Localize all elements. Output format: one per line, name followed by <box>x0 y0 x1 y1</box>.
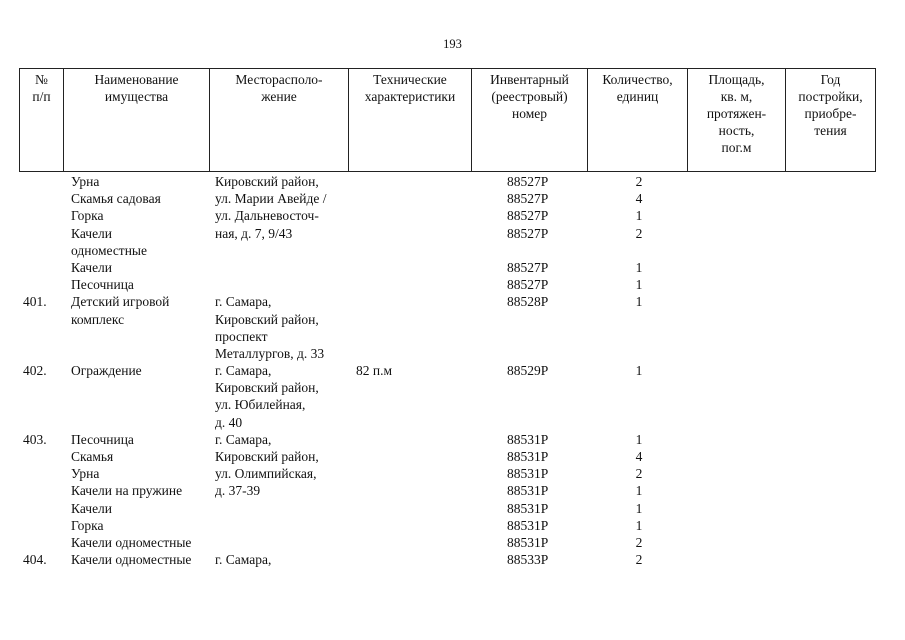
location: Кировский район, <box>215 449 319 464</box>
location: проспект <box>215 328 268 344</box>
table-row <box>19 173 875 190</box>
quantity: 1 <box>635 431 643 447</box>
table-row <box>19 225 875 242</box>
header-location <box>210 69 349 172</box>
location: г. Самара, <box>215 294 272 310</box>
item-name: Качели <box>71 225 113 241</box>
table-row <box>19 396 875 413</box>
header-tech-text: Технические характеристики <box>364 72 456 104</box>
inventory-number: 88531Р <box>507 483 549 499</box>
row-number: 403. <box>23 431 47 447</box>
header-num <box>20 69 64 172</box>
table-row <box>19 482 875 499</box>
inventory-number: 88528Р <box>507 294 549 310</box>
quantity: 1 <box>635 517 643 533</box>
inventory-number: 88527Р <box>507 174 549 189</box>
table-row <box>19 500 875 517</box>
inventory-number: 88527Р <box>507 277 549 293</box>
location: г. Самара, <box>215 431 272 447</box>
item-name: Качели на пружине <box>71 483 183 499</box>
location: ул. Марии Авейде / <box>215 191 327 207</box>
header-row <box>20 69 876 172</box>
item-name: одноместные <box>71 242 147 258</box>
inventory-number: 88531Р <box>507 500 549 516</box>
table-row <box>19 534 875 551</box>
tech-spec: 82 п.м <box>356 363 393 379</box>
table-header <box>19 68 876 172</box>
inventory-number: 88527Р <box>507 225 549 241</box>
inventory-number: 88527Р <box>507 208 549 224</box>
quantity: 2 <box>635 225 643 241</box>
header-year-text: Год постройки, приобре- тения <box>798 72 863 138</box>
row-number: 404. <box>23 552 47 568</box>
table-body <box>19 173 875 568</box>
table-row <box>19 431 875 448</box>
quantity: 1 <box>635 277 643 293</box>
header-quantity-text: Количество, единиц <box>602 72 673 104</box>
item-name: Горка <box>71 517 104 533</box>
location: г. Самара, <box>215 552 272 568</box>
table-row <box>19 293 875 310</box>
table-row <box>19 328 875 345</box>
header-area-text: Площадь, кв. м, протяжен- ность, пог.м <box>706 72 767 155</box>
item-name: Горка <box>71 208 104 224</box>
inventory-number: 88531Р <box>507 517 549 533</box>
quantity: 1 <box>635 500 643 516</box>
quantity: 2 <box>635 466 643 482</box>
table-row <box>19 276 875 293</box>
quantity: 1 <box>635 294 643 310</box>
table-row <box>19 242 875 259</box>
location: Кировский район, <box>215 174 319 189</box>
item-name: Качели одноместные <box>71 552 192 568</box>
header-area <box>688 69 786 172</box>
inventory-number: 88533Р <box>507 552 549 568</box>
location: ул. Дальневосточ- <box>215 208 319 224</box>
header-quantity <box>588 69 688 172</box>
header-name <box>64 69 210 172</box>
header-location-text: Месторасполо- жение <box>235 72 323 104</box>
location: ная, д. 7, 9/43 <box>215 225 293 241</box>
location: Кировский район, <box>215 380 319 396</box>
table-row <box>19 207 875 224</box>
item-name: Детский игровой <box>71 294 170 310</box>
location: Металлургов, д. 33 <box>215 345 325 361</box>
item-name: Урна <box>71 466 100 482</box>
row-number: 402. <box>23 363 47 379</box>
header-tech <box>349 69 472 172</box>
location: ул. Олимпийская, <box>215 466 317 482</box>
item-name: Урна <box>71 174 100 189</box>
header-inventory <box>472 69 588 172</box>
table-row <box>19 517 875 534</box>
item-name: комплекс <box>71 311 125 327</box>
header-year <box>786 69 876 172</box>
inventory-number: 88531Р <box>507 534 549 550</box>
location: Кировский район, <box>215 311 319 327</box>
item-name: Песочница <box>71 277 134 293</box>
quantity: 2 <box>635 174 643 189</box>
table-row <box>19 448 875 465</box>
quantity: 4 <box>635 191 643 207</box>
inventory-number: 88531Р <box>507 449 549 464</box>
item-name: Скамья садовая <box>71 191 161 207</box>
table-row <box>19 465 875 482</box>
quantity: 4 <box>635 449 643 464</box>
header-name-text: Наименование имущества <box>94 72 179 104</box>
quantity: 2 <box>635 534 643 550</box>
item-name: Песочница <box>71 431 134 447</box>
table-row <box>19 345 875 362</box>
table-row <box>19 190 875 207</box>
table-row <box>19 379 875 396</box>
location: д. 37-39 <box>215 483 261 499</box>
item-name: Скамья <box>71 449 114 464</box>
row-number: 401. <box>23 294 47 310</box>
quantity: 1 <box>635 259 643 275</box>
inventory-number: 88531Р <box>507 431 549 447</box>
location: г. Самара, <box>215 363 272 379</box>
page-number: 193 <box>443 37 462 51</box>
table-row <box>19 362 875 379</box>
inventory-number: 88527Р <box>507 191 549 207</box>
location: ул. Юбилейная, <box>215 397 306 413</box>
table-row <box>19 414 875 431</box>
item-name: Качели <box>71 500 113 516</box>
inventory-number: 88527Р <box>507 259 549 275</box>
item-name: Качели <box>71 259 113 275</box>
table-row <box>19 551 875 568</box>
quantity: 1 <box>635 363 643 379</box>
inventory-number: 88529Р <box>507 363 549 379</box>
item-name: Качели одноместные <box>71 534 192 550</box>
item-name: Ограждение <box>71 363 142 379</box>
header-inventory-text: Инвентарный (реестровый) номер <box>490 72 569 121</box>
quantity: 1 <box>635 483 643 499</box>
table-row <box>19 259 875 276</box>
location: д. 40 <box>215 414 243 430</box>
quantity: 2 <box>635 552 643 568</box>
quantity: 1 <box>635 208 643 224</box>
inventory-number: 88531Р <box>507 466 549 482</box>
table-row <box>19 311 875 328</box>
header-num-text: № п/п <box>32 72 51 104</box>
